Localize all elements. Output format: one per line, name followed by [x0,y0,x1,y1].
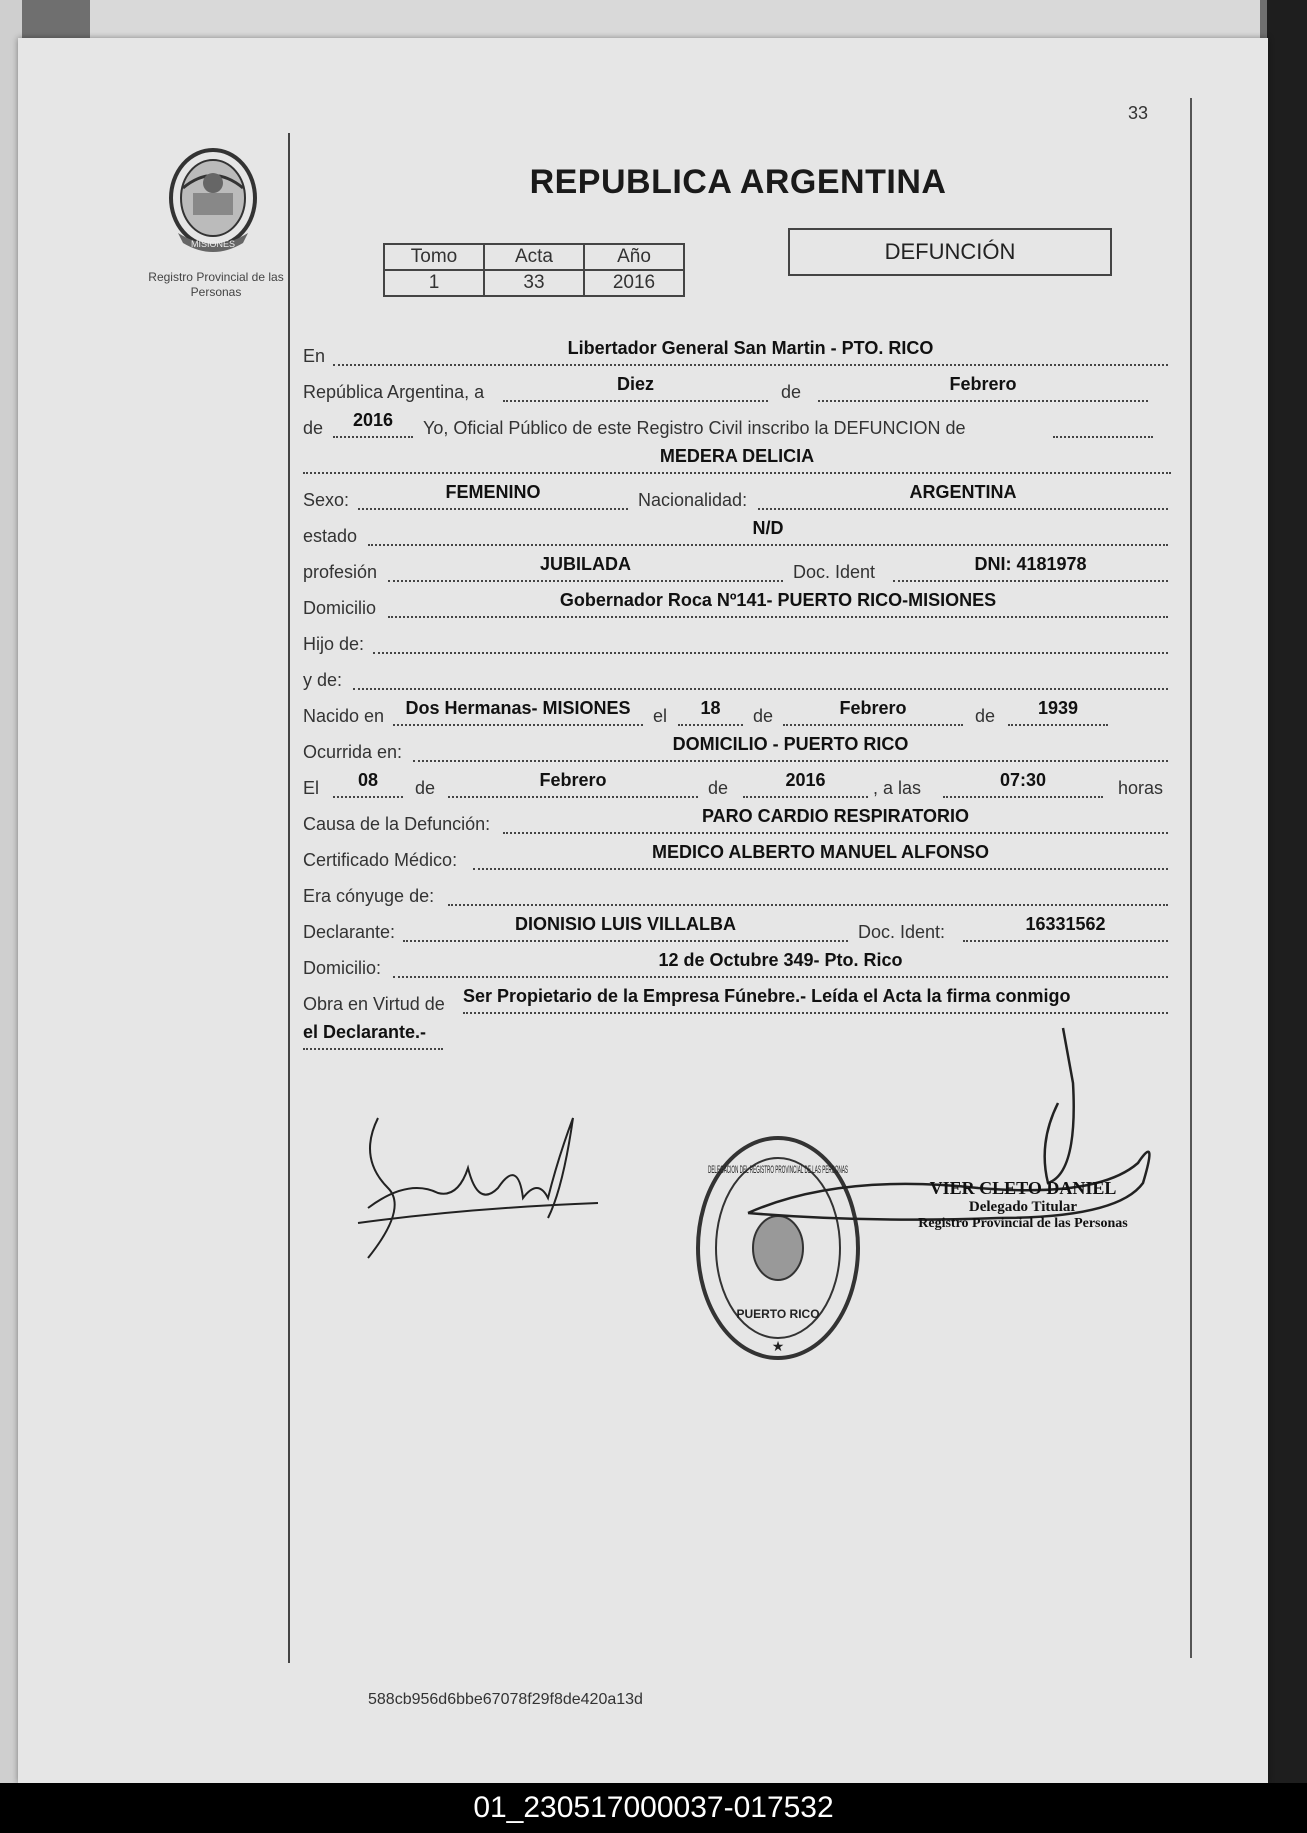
y-de-label: y de: [303,670,343,690]
birth-year-field: 1939 [1008,698,1108,726]
organization-name: Registro Provincial de las Personas [148,270,284,299]
sexo-label: Sexo: [303,490,350,510]
birth-de1-label: de [753,706,774,726]
ocurrida-label: Ocurrida en: [303,742,403,762]
decl-doc-field: 16331562 [963,914,1168,942]
coat-of-arms-logo [158,143,268,258]
registry-header: Año [584,244,684,270]
nacido-label: Nacido en [303,706,385,726]
doc-ident-field: DNI: 4181978 [893,554,1168,582]
svg-text:★: ★ [771,1339,785,1355]
seal-text: DELEGACION DEL REGISTRO PROVINCIAL DE LAS PERSONAS [708,1164,848,1176]
row-declarant-address [303,950,1183,984]
row-cause [303,806,1183,840]
year-label: de [303,418,324,438]
row-declarant [303,914,1183,948]
death-month-field: Febrero [448,770,698,798]
logo-text: MISIONES [190,239,236,249]
hijo-field [373,626,1168,654]
causa-label: Causa de la Defunción: [303,814,491,834]
doc-ident-label: Doc. Ident [793,562,876,582]
row-place [303,338,1183,372]
decl-domicilio-label: Domicilio: [303,958,382,978]
statement-text: Yo, Oficial Público de este Registro Civil inscribo la DEFUNCION de [423,418,966,438]
declarant-signature [348,1098,608,1268]
page-number: 33 [1128,103,1149,123]
birth-de2-label: de [975,706,996,726]
row-spouse [303,878,1183,912]
row-statement [303,410,1183,444]
conyuge-field [448,878,1168,906]
birth-month-field: Febrero [783,698,963,726]
day-field: Diez [503,374,768,402]
seal-city: PUERTO RICO [736,1307,820,1321]
row-sex-nationality [303,482,1183,516]
official-signature [718,1023,1168,1273]
row-date [303,374,1183,408]
en-label: En [303,346,326,366]
horas-label: horas [1118,778,1164,798]
statement-blank [1053,410,1153,438]
binder-edge [1267,0,1307,1790]
row-profession [303,554,1183,588]
alas-label: , a las [873,778,922,798]
row-certificate [303,842,1183,876]
nacido-en-field: Dos Hermanas- MISIONES [393,698,643,726]
republica-label: República Argentina, a [303,382,485,402]
registry-value: 1 [384,270,484,296]
nacionalidad-label: Nacionalidad: [638,490,748,510]
y-de-field [353,662,1168,690]
registry-table [383,243,685,297]
row-estado [303,518,1183,552]
row-place-of-death [303,734,1183,768]
declarante-field: DIONISIO LUIS VILLALBA [403,914,848,942]
place-field: Libertador General San Martin - PTO. RICO [333,338,1168,366]
estado-label: estado [303,526,358,546]
birth-day-field: 18 [678,698,743,726]
row-birth [303,698,1183,732]
obra-line1-field: Ser Propietario de la Empresa Fúnebre.- Leída el Acta la firma conmigo [463,986,1168,1014]
row-y-de [303,662,1183,696]
el2-label: El [303,778,320,798]
row-obra [303,986,1183,1020]
nacionalidad-field: ARGENTINA [758,482,1168,510]
domicilio-label: Domicilio [303,598,377,618]
row-death-date [303,770,1183,804]
year-field: 2016 [333,410,413,438]
hijo-label: Hijo de: [303,634,365,654]
signatory-role: Delegado Titular [968,1199,1078,1215]
registry-value: 2016 [584,270,684,296]
deceased-name-field: MEDERA DELICIA [303,446,1171,474]
signatory-office: Registro Provincial de las Personas [918,1216,1128,1231]
death-time-field: 07:30 [943,770,1103,798]
obra-label: Obra en Virtud de [303,994,445,1014]
document-title: REPUBLICA ARGENTINA [529,163,947,201]
causa-field: PARO CARDIO RESPIRATORIO [503,806,1168,834]
obra-line2-field: el Declarante.- [303,1022,443,1050]
row-hijo [303,626,1183,660]
conyuge-label: Era cónyuge de: [303,886,435,906]
certificado-field: MEDICO ALBERTO MANUEL ALFONSO [473,842,1168,870]
sexo-field: FEMENINO [358,482,628,510]
certificado-label: Certificado Médico: [303,850,458,870]
month-field: Febrero [818,374,1148,402]
right-margin-rule [1190,98,1192,1658]
signatory-name: VIER CLETO DANIEL [929,1178,1117,1198]
decl-domicilio-field: 12 de Octubre 349- Pto. Rico [393,950,1168,978]
death-de1-label: de [415,778,436,798]
row-deceased [303,446,1183,480]
signatory-block [898,1178,1148,1232]
registry-header: Acta [484,244,584,270]
registry-value: 33 [484,270,584,296]
left-margin-rule [288,133,290,1663]
decl-doc-label: Doc. Ident: [858,922,946,942]
registry-header: Tomo [384,244,484,270]
el-label: el [653,706,668,726]
death-day-field: 08 [333,770,403,798]
document-hash: 588cb956d6bbe67078f29f8de420a13d [368,1691,643,1708]
declarante-label: Declarante: [303,922,396,942]
row-domicilio [303,590,1183,624]
estado-field: N/D [368,518,1168,546]
death-year-field: 2016 [743,770,868,798]
ocurrida-field: DOMICILIO - PUERTO RICO [413,734,1168,762]
document-type-box: DEFUNCIÓN [788,228,1112,276]
death-de2-label: de [708,778,729,798]
registry-value-row [384,270,684,296]
profesion-label: profesión [303,562,378,582]
profesion-field: JUBILADA [388,554,783,582]
image-caption: 01_230517000037-017532 [0,1783,1307,1833]
registry-header-row [384,244,684,270]
domicilio-field: Gobernador Roca Nº141- PUERTO RICO-MISIONES [388,590,1168,618]
death-certificate-page [18,38,1268,1783]
de-label: de [781,382,802,402]
